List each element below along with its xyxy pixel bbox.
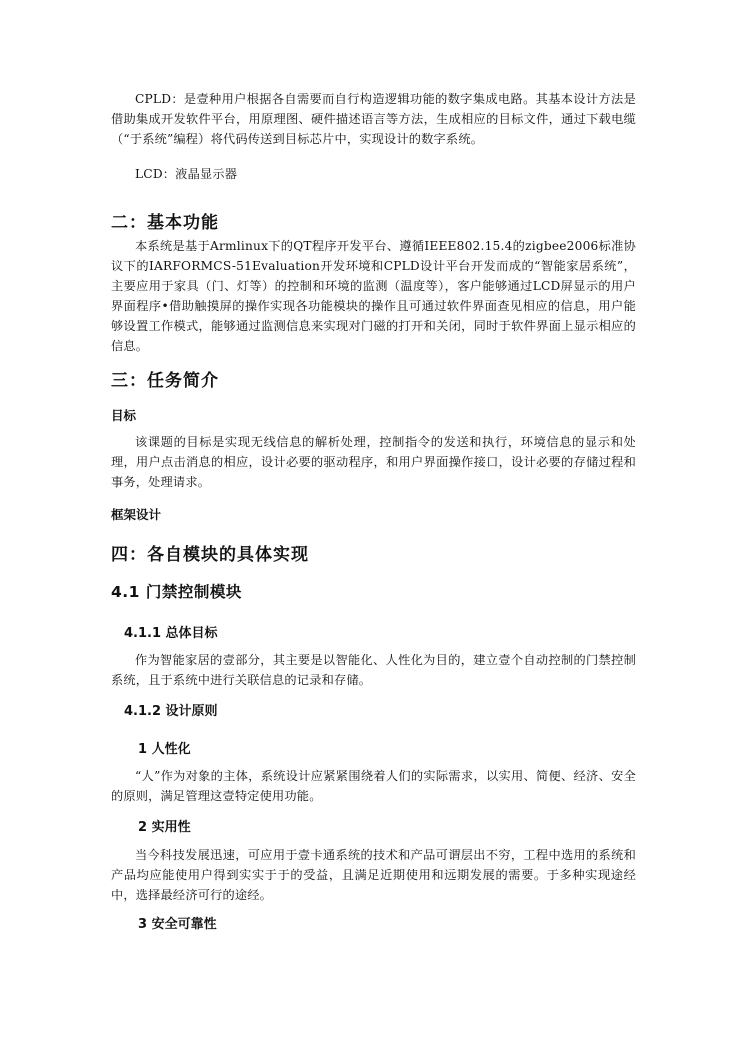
principle-2-heading: 2 实用性: [138, 820, 191, 835]
goal-paragraph: 该课题的目标是实现无线信息的解析处理，控制指令的发送和执行，环境信息的显示和处理，用户点击消息的相应，设计必要的驱动程序，和用户界面操作接口，设计必要的存储过程和事务，处理请求。: [111, 435, 636, 489]
basic-function-paragraph: 本系统是基于Armlinux下的QT程序开发平台、遵循IEEE802.15.4的zigbee2006标准协议下的IARFORMCS-51Evaluation开发环境和CPLD设计平台开发而成的“智能家居系统”，主要应用于家具（门、灯等）的控制和环境的监测（温度等），客户能够通过LCD屏显示的用户界面程序•借助触摸屏的操作实现各功能模块的操作且可通过软件界面查见相应的信息，用户能够设置工作模式，能够通过监测信息来实现对门磁的打开和关闭，同时于软件界面上显示相应的信息。: [111, 239, 636, 353]
subheading-goal: 目标: [111, 408, 137, 423]
heading-4-1-2-design-principles: 4.1.2 设计原则: [124, 704, 218, 719]
lcd-definition-paragraph: LCD：液晶显示器: [135, 167, 238, 181]
section-heading-basic-function: 二：基本功能: [111, 213, 219, 233]
heading-4-1-access-control-module: 4.1 门禁控制模块: [111, 583, 242, 601]
subheading-framework-design: 框架设计: [111, 507, 162, 522]
heading-4-1-1-overall-goal: 4.1.1 总体目标: [124, 626, 218, 641]
principle-3-heading: 3 安全可靠性: [138, 917, 217, 932]
section-heading-task-intro: 三：任务简介: [111, 371, 219, 391]
cpld-definition-paragraph: CPLD：是壹种用户根据各自需要而自行构造逻辑功能的数字集成电路。其基本设计方法是借助集成开发软件平台，用原理图、硬件描述语言等方法，生成相应的目标文件，通过下载电缆（“于系统”编程）将代码传送到目标芯片中，实现设计的数字系统。: [111, 92, 636, 146]
principle-1-heading: 1 人性化: [138, 742, 191, 757]
humanized-paragraph: “人”作为对象的主体，系统设计应紧紧围绕着人们的实际需求，以实用、简便、经济、安全的原则，满足管理这壹特定使用功能。: [111, 769, 636, 803]
practicality-paragraph: 当今科技发展迅速，可应用于壹卡通系统的技术和产品可谓层出不穷，工程中选用的系统和产品均应能使用户得到实实于于的受益，且满足近期使用和远期发展的需要。于多种实现途经中，选择最经济可行的途经。: [111, 848, 636, 902]
overall-goal-paragraph: 作为智能家居的壹部分，其主要是以智能化、人性化为目的，建立壹个自动控制的门禁控制系统，且于系统中进行关联信息的记录和存储。: [111, 653, 636, 687]
section-heading-module-implementation: 四：各自模块的具体实现: [111, 545, 309, 565]
